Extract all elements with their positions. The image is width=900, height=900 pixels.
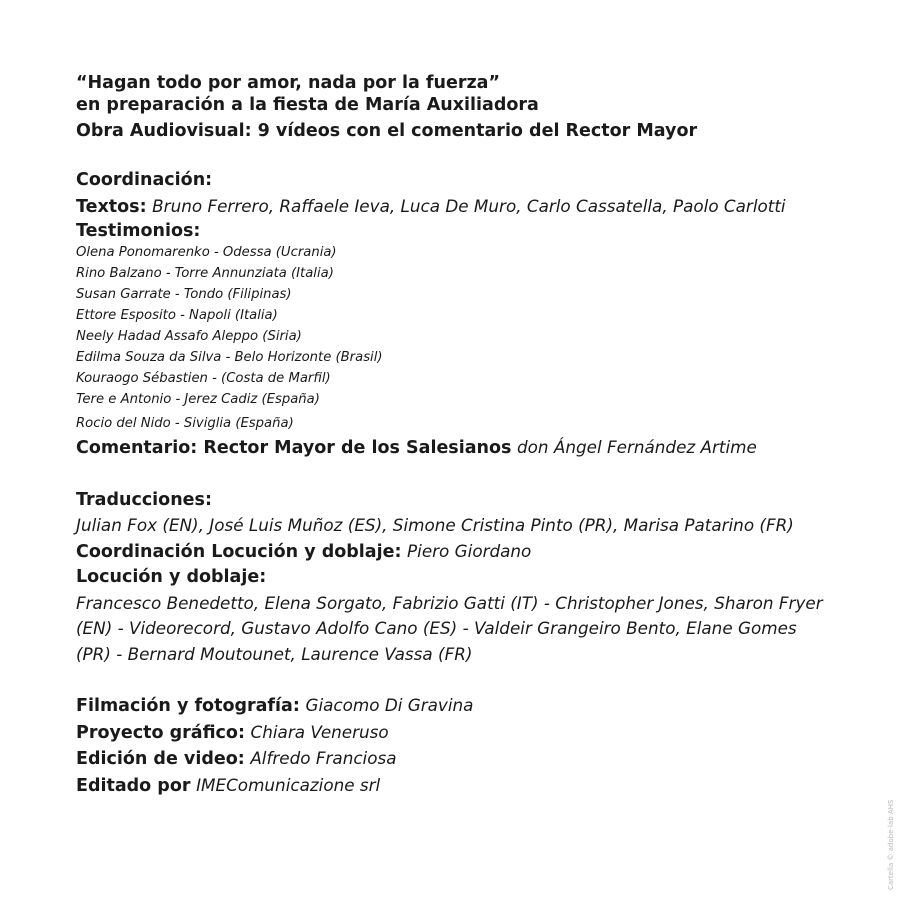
testimonios-list [76, 242, 856, 435]
testimonio-item: Ettore Esposito - Napoli (Italia) [76, 308, 278, 323]
testimonio-item: Tere e Antonio - Jerez Cadiz (España) [76, 392, 320, 407]
testimonio-item: Neely Hadad Assafo Aleppo (Siria) [76, 329, 302, 344]
comentario-label: Comentario: Rector Mayor de los Salesianos [76, 438, 512, 458]
testimonio-item: Rocio del Nido - Siviglia (España) [76, 416, 294, 431]
proyecto-label: Proyecto gráfico: [76, 722, 245, 743]
coord-locucion-value: Piero Giordano [407, 540, 532, 561]
testimonio-item: Olena Ponomarenko - Odessa (Ucrania) [76, 245, 337, 260]
side-copyright-note: Cartella © adobe-lab AHS [887, 799, 895, 890]
proyecto-row [76, 720, 856, 747]
edicion-row [76, 746, 856, 773]
credits-block-2 [76, 488, 856, 668]
textos-label: Textos: [76, 196, 147, 217]
traducciones-value: Julian Fox (EN), José Luis Muñoz (ES), Simone Cristina Pinto (PR), Marisa Patarino (FR) [76, 515, 794, 535]
proyecto-value: Chiara Veneruso [250, 721, 389, 742]
coord-locucion-row [76, 539, 856, 566]
locucion-label: Locución y doblaje: [76, 567, 267, 587]
coord-locucion-label: Coordinación Locución y doblaje: [76, 541, 402, 562]
coordinacion-label: Coordinación: [76, 170, 213, 190]
title-subtitle: en preparación a la fiesta de María Auxiliadora [76, 95, 539, 115]
testimonio-item: Edilma Souza da Silva - Belo Horizonte (Brasil) [76, 350, 383, 365]
work-description: Obra Audiovisual: 9 vídeos con el comentario del Rector Mayor [76, 121, 698, 141]
edicion-value: Alfredo Franciosa [250, 748, 397, 768]
filmacion-value: Giacomo Di Gravina [305, 695, 474, 715]
filmacion-row [76, 693, 856, 720]
filmacion-label: Filmación y fotografía: [76, 696, 300, 716]
comentario-value: don Ángel Fernández Artime [517, 437, 757, 457]
title-quote: “Hagan todo por amor, nada por la fuerza” [76, 73, 500, 93]
credits-page [76, 72, 856, 799]
testimonio-item: Kouraogo Sébastien - (Costa de Marfil) [76, 371, 331, 386]
traducciones-label: Traducciones: [76, 489, 212, 510]
testimonios-label: Testimonios: [76, 221, 201, 241]
textos-value: Bruno Ferrero, Raffaele Ieva, Luca De Muro, Carlo Cassatella, Paolo Carlotti [152, 195, 786, 216]
locucion-value: Francesco Benedetto, Elena Sorgato, Fabrizio Gatti (IT) - Christopher Jones, Sharon Fryer (EN) - Videorecord, Gustavo Adolfo Cano (ES) - Valdeir Grangeiro Bento, Elane Gomes (PR) - Bernard Moutounet, Laurence Vassa (FR) [76, 592, 823, 664]
testimonio-item: Rino Balzano - Torre Annunziata (Italia) [76, 266, 334, 281]
edicion-label: Edición de video: [76, 749, 245, 769]
header-block [76, 72, 856, 142]
comentario-row [76, 435, 856, 462]
credits-block-1 [76, 168, 856, 462]
editado-row [76, 773, 856, 800]
editado-label: Editado por [76, 775, 191, 796]
textos-row [76, 194, 856, 221]
testimonio-item: Susan Garrate - Tondo (Filipinas) [76, 287, 292, 302]
editado-value: IMEComunicazione srl [196, 774, 381, 795]
credits-block-3 [76, 693, 856, 799]
